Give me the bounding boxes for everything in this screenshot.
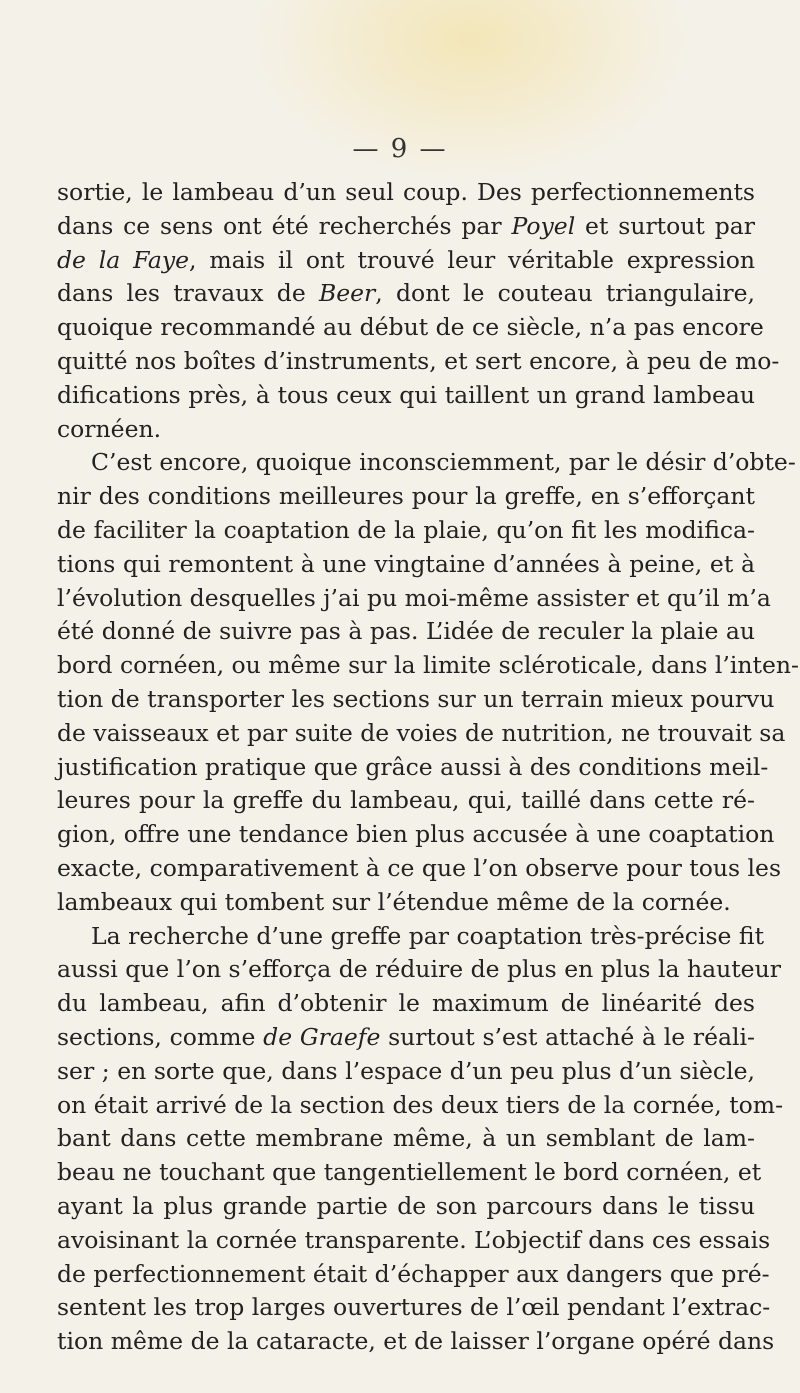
text-line: sections, comme de Graefe surtout s’est attaché à le réali- [57, 1022, 755, 1051]
text-line: justification pratique que grâce aussi à des conditions meil- [57, 752, 769, 781]
text-line: ayant la plus grande partie de son parcours dans le tissu [57, 1191, 755, 1220]
text-line: aussi que l’on s’efforça de réduire de plus en plus la hauteur [57, 955, 781, 984]
text-line: tion de transporter les sections sur un terrain mieux pourvu [57, 684, 775, 713]
author-name: de Graefe [263, 1022, 381, 1051]
page-number: — 9 — [352, 134, 448, 164]
text-line: quitté nos boîtes d’instruments, et sert encore, à peu de mo- [57, 346, 780, 375]
text-line: on était arrivé de la section des deux tiers de la cornée, tom- [57, 1090, 784, 1119]
text-line: dans les travaux de Beer, dont le couteau triangulaire, [57, 279, 755, 308]
text-line: lambeaux qui tombent sur l’étendue même de la cornée. [57, 887, 731, 916]
author-name: Beer [318, 279, 376, 308]
text-line: l’évolution desquelles j’ai pu moi-même assister et qu’il m’a [57, 583, 771, 612]
author-name: Poyel [511, 211, 576, 240]
text-line: nir des conditions meilleures pour la greffe, en s’efforçant [57, 482, 755, 511]
body-text [57, 176, 799, 1359]
text-line: sentent les trop larges ouvertures de l’œil pendant l’extrac- [57, 1293, 771, 1322]
author-name: de la Faye [57, 245, 190, 274]
text-line: bant dans cette membrane même, à un semblant de lam- [57, 1124, 755, 1153]
text-line: bord cornéen, ou même sur la limite scléroticale, dans l’inten- [57, 651, 799, 680]
text-line: avoisinant la cornée transparente. L’objectif dans ces essais [57, 1225, 771, 1254]
text-line: quoique recommandé au début de ce siècle, n’a pas encore [57, 313, 764, 342]
text-line: difications près, à tous ceux qui taillent un grand lambeau [57, 380, 755, 409]
text-line: exacte, comparativement à ce que l’on observe pour tous les [57, 853, 782, 882]
text-line: de perfectionnement était d’échapper aux dangers que pré- [57, 1259, 770, 1288]
text-line: C’est encore, quoique inconsciemment, par le désir d’obte- [91, 448, 796, 477]
text-line: du lambeau, afin d’obtenir le maximum de linéarité des [57, 989, 755, 1018]
text-line: La recherche d’une greffe par coaptation très-précise fit [91, 921, 765, 950]
text-line: de faciliter la coaptation de la plaie, qu’on fit les modifica- [57, 515, 755, 544]
text-line: leures pour la greffe du lambeau, qui, taillé dans cette ré- [57, 786, 755, 815]
text-line: beau ne touchant que tangentiellement le bord cornéen, et [57, 1158, 762, 1187]
text-line: ser ; en sorte que, dans l’espace d’un peu plus d’un siècle, [57, 1056, 755, 1085]
text-line: tions qui remontent à une vingtaine d’années à peine, et à [57, 549, 755, 578]
text-line: été donné de suivre pas à pas. L’idée de reculer la plaie au [57, 617, 755, 646]
text-line: tion même de la cataracte, et de laisser l’organe opéré dans [57, 1327, 775, 1356]
text-line: de vaisseaux et par suite de voies de nutrition, ne trouvait sa [57, 718, 786, 747]
text-line: dans ce sens ont été recherchés par Poyel et surtout par [57, 211, 755, 240]
text-line: gion, offre une tendance bien plus accusée à une coaptation [57, 820, 775, 849]
text-line: de la Faye, mais il ont trouvé leur véritable expression [57, 245, 755, 274]
text-line: sortie, le lambeau d’un seul coup. Des perfectionnements [57, 178, 755, 206]
text-line: cornéen. [57, 414, 162, 443]
